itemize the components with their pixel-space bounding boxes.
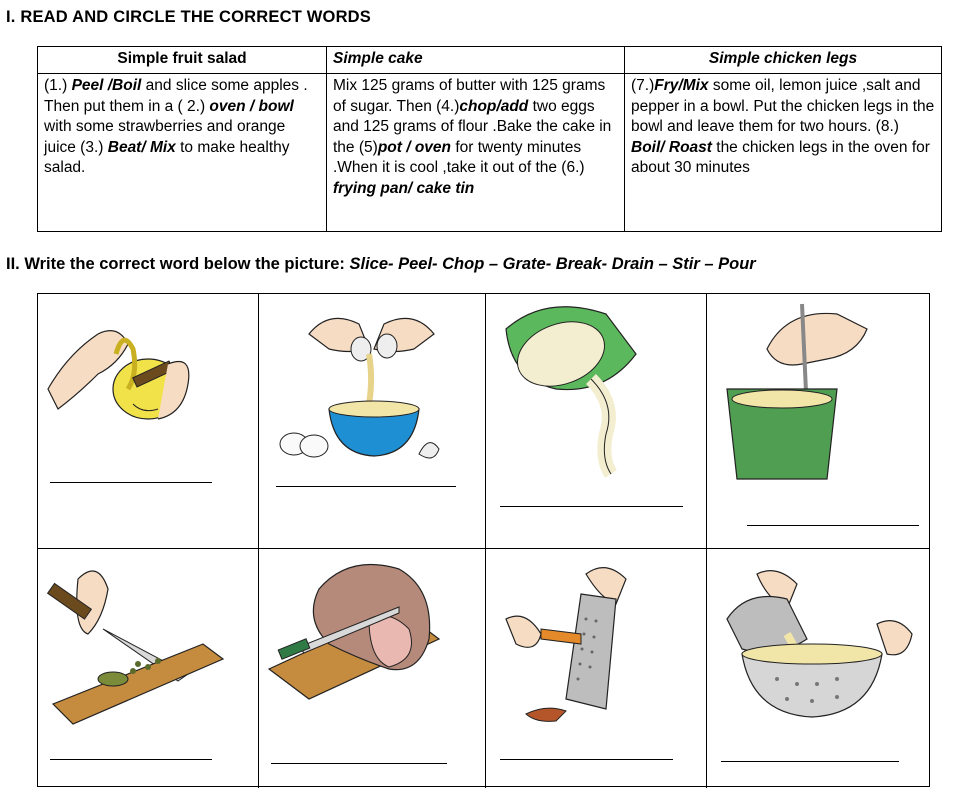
slice-ham-icon <box>259 549 486 734</box>
answer-line-4[interactable] <box>747 525 919 526</box>
answer-line-7[interactable] <box>500 759 673 760</box>
choice-3[interactable]: Beat/ Mix <box>107 138 176 156</box>
chicken-header: Simple chicken legs <box>625 47 942 74</box>
drain-colander-icon <box>707 549 929 734</box>
picture-cell-1 <box>38 294 259 549</box>
answer-line-2[interactable] <box>276 486 456 487</box>
break-egg-icon <box>259 294 486 479</box>
choice-2[interactable]: oven / bowl <box>209 97 294 115</box>
picture-cell-3 <box>486 294 707 549</box>
choice-6[interactable]: frying pan/ cake tin <box>333 179 475 197</box>
choice-5[interactable]: pot / oven <box>377 138 452 156</box>
answer-line-1[interactable] <box>50 482 212 483</box>
pour-pot-icon <box>486 294 707 479</box>
picture-cell-6 <box>259 549 486 788</box>
grate-carrot-icon <box>486 549 707 729</box>
picture-grid <box>37 293 930 787</box>
picture-cell-2 <box>259 294 486 549</box>
recipes-table <box>37 46 942 232</box>
answer-line-8[interactable] <box>721 761 899 762</box>
picture-cell-7 <box>486 549 707 788</box>
chicken-text: (7.)Fry/Mix some oil, lemon juice ,salt and pepper in a bowl. Put the chicken legs in the bowl and leave them for two hours. (8.) Boil/ Roast the chicken legs in the oven for about 30 minutes <box>625 74 942 232</box>
choice-8[interactable]: Boil/ Roast <box>631 138 712 156</box>
answer-line-6[interactable] <box>271 763 447 764</box>
picture-cell-5 <box>38 549 259 788</box>
choice-1[interactable]: Peel /Boil <box>71 77 142 94</box>
answer-line-3[interactable] <box>500 506 683 507</box>
picture-cell-8 <box>707 549 929 788</box>
fruit-salad-text: (1.) Peel /Boil and slice some apples . Then put them in a ( 2.) oven / bowl with some strawberries and orange juice (3.) Beat/ Mix to make healthy salad. <box>38 74 327 232</box>
section1-title: I. READ AND CIRCLE THE CORRECT WORDS <box>6 8 372 26</box>
peel-apple-icon <box>38 294 259 474</box>
fruit-salad-header: Simple fruit salad <box>38 47 327 74</box>
choice-7[interactable]: Fry/Mix <box>654 77 709 94</box>
stir-cup-icon <box>707 294 929 484</box>
word-list: Slice- Peel- Chop – Grate- Break- Drain – Stir – Pour <box>349 255 756 273</box>
cake-header: Simple cake <box>327 47 625 74</box>
chop-knife-icon <box>38 549 259 729</box>
answer-line-5[interactable] <box>50 759 212 760</box>
picture-cell-4 <box>707 294 929 549</box>
cake-text: Mix 125 grams of butter with 125 grams of sugar. Then (4.)chop/add two eggs and 125 grams of flour .Bake the cake in the (5)pot / oven for twenty minutes .When it is cool ,take it out of the (6.) frying pan/ cake tin <box>327 74 625 232</box>
choice-4[interactable]: chop/add <box>459 97 529 115</box>
section2-title: II. Write the correct word below the picture: Slice- Peel- Chop – Grate- Break- Drain – Stir – Pour <box>6 255 756 273</box>
